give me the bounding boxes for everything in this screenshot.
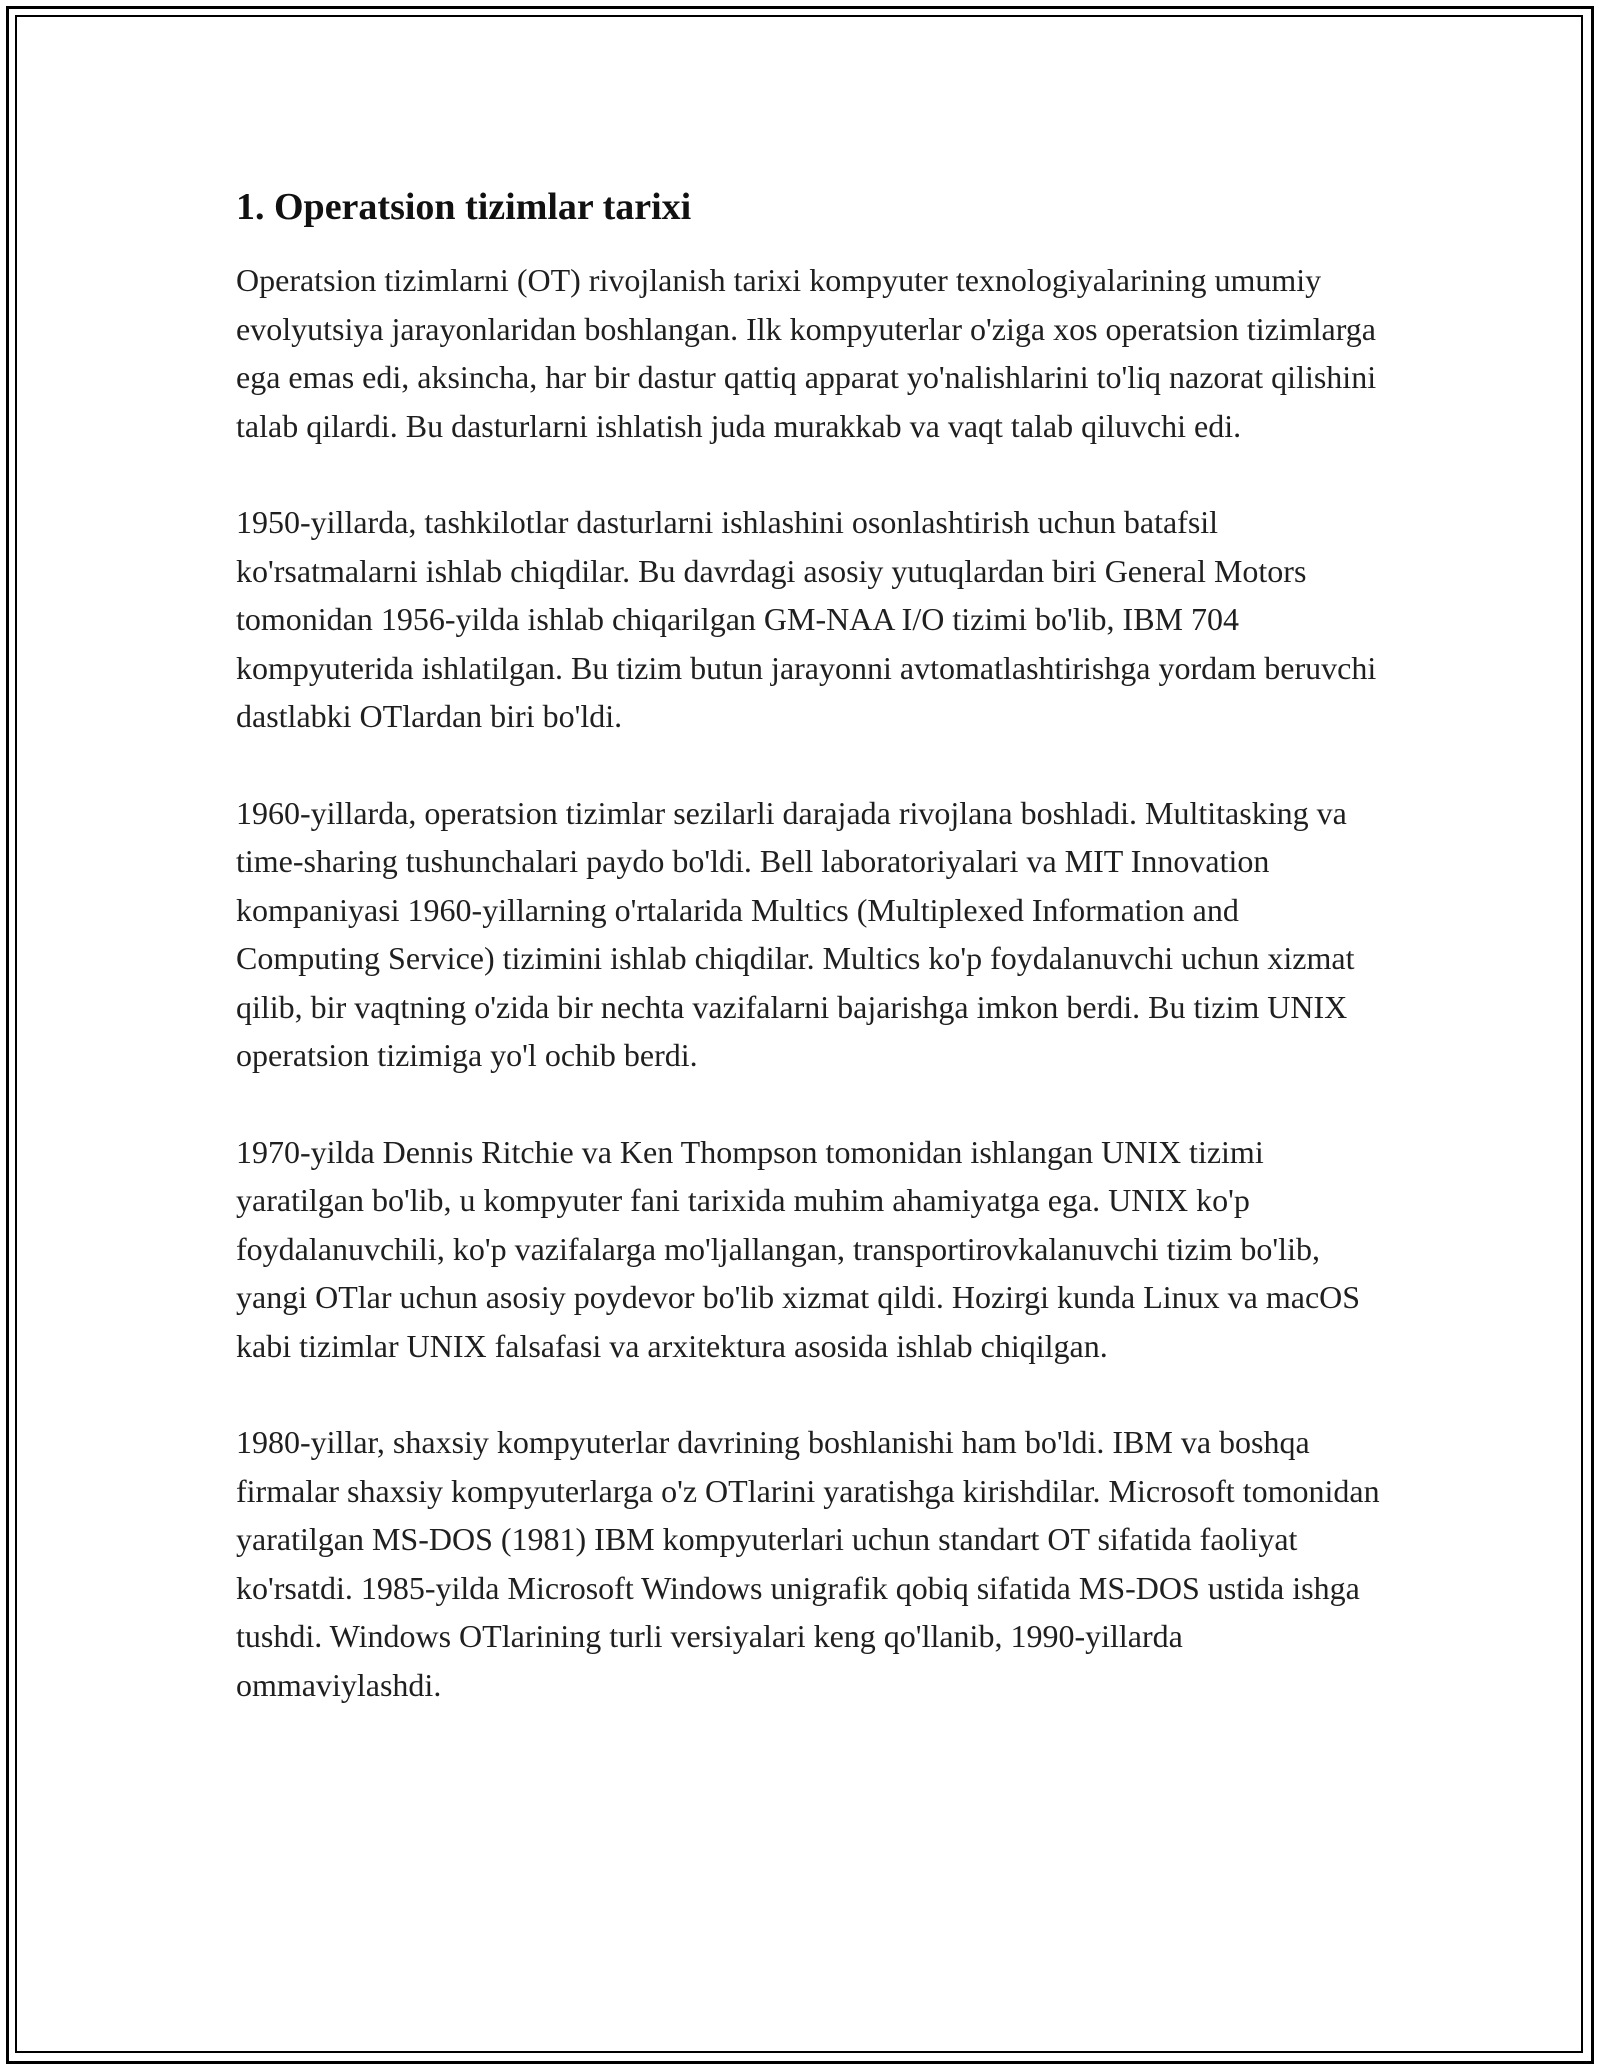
section-heading: 1. Operatsion tizimlar tarixi (236, 186, 692, 228)
paragraph-1980s: 1980-yillar, shaxsiy kompyuterlar davrining boshlanishi ham bo'ldi. IBM va boshqa firmalar shaxsiy kompyuterlarga o'z OTlarini yaratishga kirishdilar. Microsoft tomonidan yaratilgan MS-DOS (1981) IBM kompyuterlari uchun standart OT sifatida faoliyat ko'rsatdi. 1985-yilda Microsoft Windows unigrafik qobiq sifatida MS-DOS ustida ishga tushdi. Windows OTlarining turli versiyalari keng qo'llanib, 1990-yillarda ommaviylashdi. (236, 1424, 1380, 1703)
paragraph-intro: Operatsion tizimlarni (OT) rivojlanish tarixi kompyuter texnologiyalarining umumiy evolyutsiya jarayonlaridan boshlangan. Ilk kompyuterlar o'ziga xos operatsion tizimlarga ega emas edi, aksincha, har bir dastur qattiq apparat yo'nalishlarini to'liq nazorat qilishini talab qilardi. Bu dasturlarni ishlatish juda murakkab va vaqt talab qiluvchi edi. (236, 262, 1377, 444)
paragraph-1970s: 1970-yilda Dennis Ritchie va Ken Thompson tomonidan ishlangan UNIX tizimi yaratilgan bo'lib, u kompyuter fani tarixida muhim ahamiyatga ega. UNIX ko'p foydalanuvchili, ko'p vazifalarga mo'ljallangan, transportirovkalanuvchi tizim bo'lib, yangi OTlar uchun asosiy poydevor bo'lib xizmat qildi. Hozirgi kunda Linux va macOS kabi tizimlar UNIX falsafasi va arxitektura asosida ishlab chiqilgan. (236, 1133, 1361, 1364)
document-body (236, 184, 1386, 1757)
paragraph-1950s: 1950-yillarda, tashkilotlar dasturlarni ishlashini osonlashtirish uchun batafsil ko'rsatmalarni ishlab chiqdilar. Bu davrdagi asosiy yutuqlardan biri General Motors tomonidan 1956-yilda ishlab chiqarilgan GM-NAA I/O tizimi bo'lib, IBM 704 kompyuterida ishlatilgan. Bu tizim butun jarayonni avtomatlashtirishga yordam beruvchi dastlabki OTlardan biri bo'ldi. (236, 504, 1377, 734)
paragraph-1960s: 1960-yillarda, operatsion tizimlar sezilarli darajada rivojlana boshladi. Multitasking va time-sharing tushunchalari paydo bo'ldi. Bell laboratoriyalari va MIT Innovation kompaniyasi 1960-yillarning o'rtalarida Multics (Multiplexed Information and Computing Service) tizimini ishlab chiqdilar. Multics ko'p foydalanuvchi uchun xizmat qilib, bir vaqtning o'zida bir nechta vazifalarni bajarishga imkon berdi. Bu tizim UNIX operatsion tizimiga yo'l ochib berdi. (236, 794, 1355, 1073)
